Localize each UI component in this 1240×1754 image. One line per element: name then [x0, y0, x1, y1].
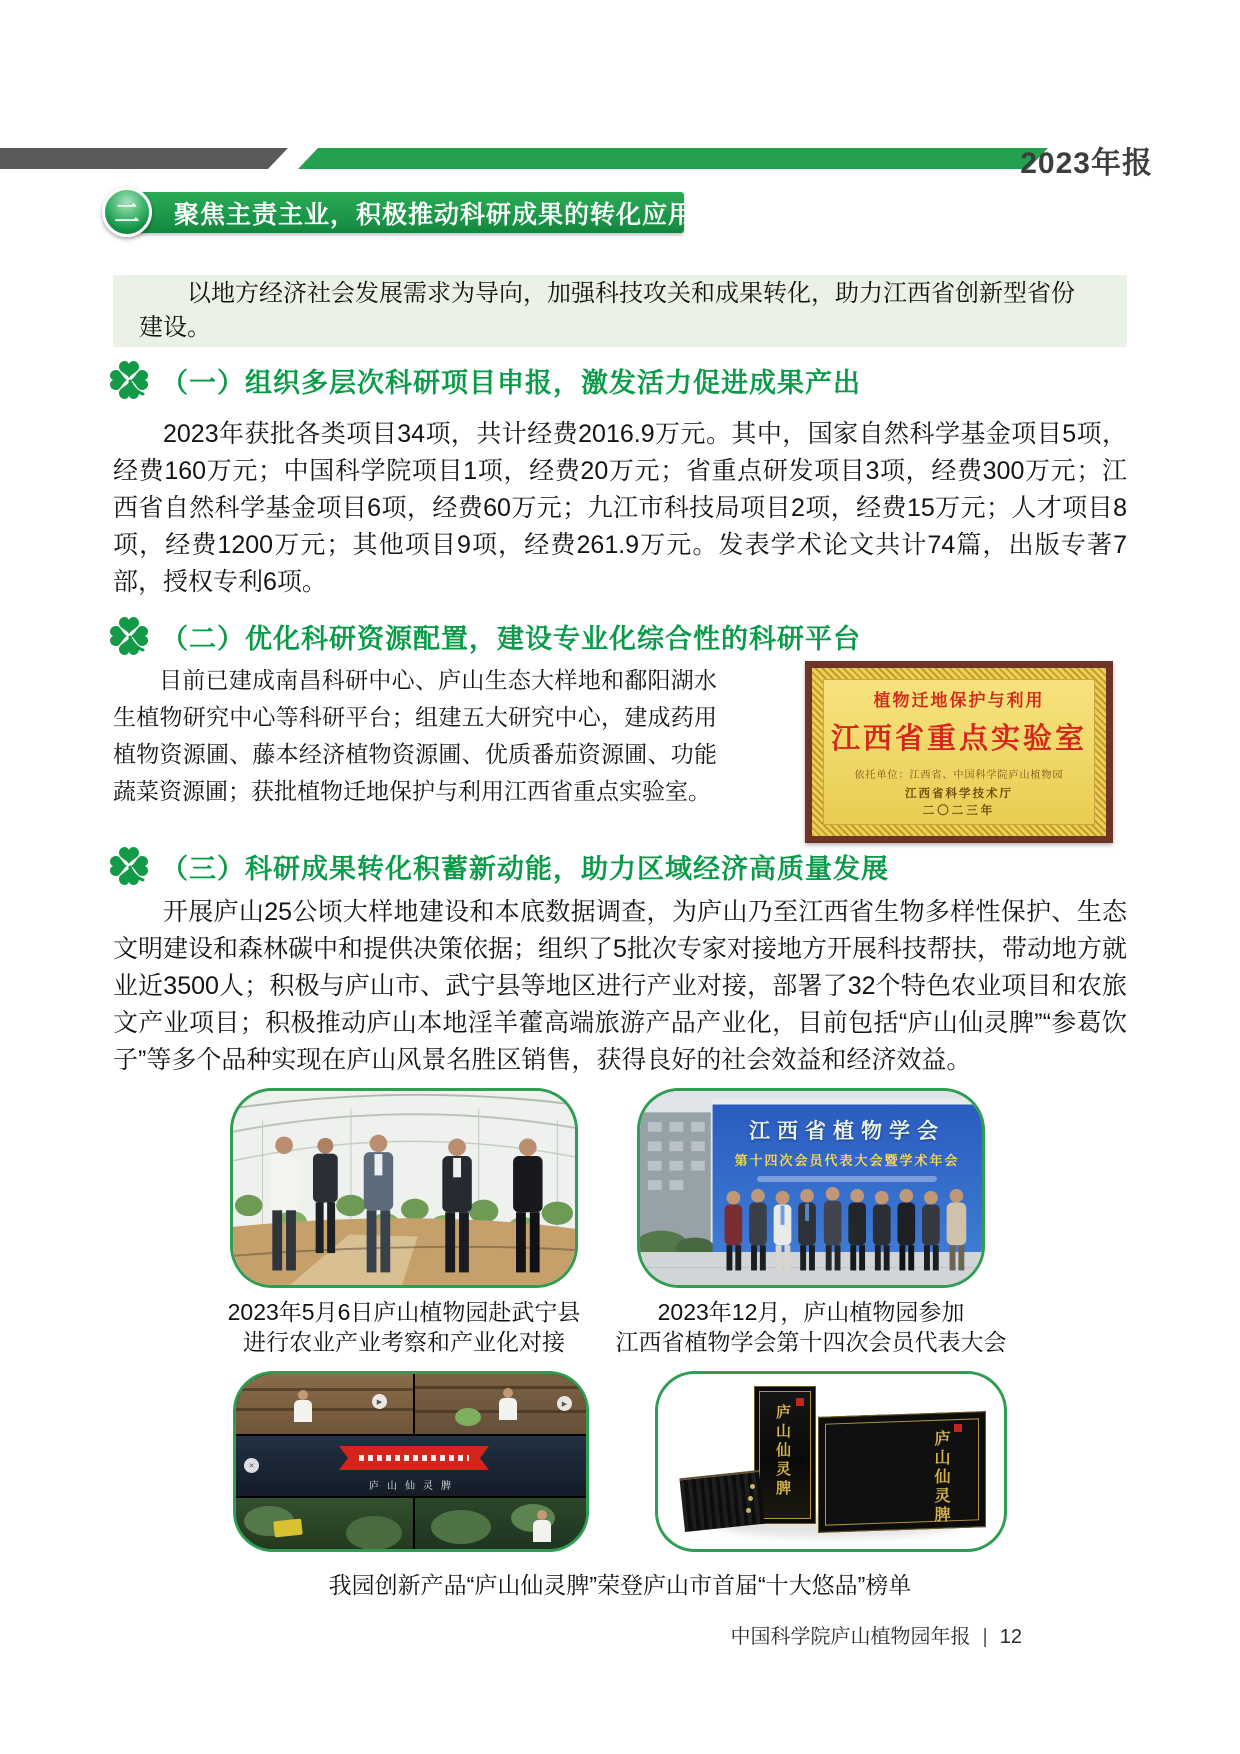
collage-frame-forest-2: [415, 1498, 589, 1552]
product-caption: 我园创新产品“庐山仙灵脾”荣登庐山市首届“十大悠品”榜单: [328, 1572, 912, 1598]
footer-separator: |: [982, 1626, 988, 1648]
section-1-title: （一）组织多层次科研项目申报，激发活力促进成果产出: [161, 367, 861, 398]
conference-caption-line2: 江西省植物学会第十四次会员代表大会: [615, 1329, 1007, 1355]
clover-icon: [108, 358, 152, 402]
greenhouse-visit-photo: [230, 1088, 578, 1288]
field-sign: [273, 1519, 303, 1538]
conference-photo: [637, 1088, 985, 1288]
product-small-box: [679, 1470, 764, 1532]
plaque-year: 二〇二三年: [922, 805, 996, 817]
section-number-badge: 二: [102, 187, 152, 237]
close-icon: ✕: [244, 1458, 259, 1473]
seal-mark: [796, 1398, 804, 1406]
conference-banner-line1: 江西省植物学会: [749, 1120, 945, 1143]
greenhouse-caption: [194, 1297, 614, 1357]
section-1-heading: [108, 358, 861, 402]
top-bar-green: [298, 148, 1048, 169]
product-photo: [655, 1371, 1007, 1552]
collage-frame-award: [236, 1436, 589, 1496]
play-icon: ▶: [372, 1394, 387, 1409]
greenhouse-caption-line2: 进行农业产业考察和产业化对接: [243, 1329, 565, 1355]
section-banner: [128, 192, 695, 233]
conference-banner-line2: 第十四次会员代表大会暨学术年会: [734, 1153, 960, 1168]
award-ribbon: [339, 1446, 489, 1470]
page-footer: [0, 1620, 1022, 1649]
page-number: 12: [999, 1626, 1022, 1648]
product-upright-box-label: 庐山仙灵脾: [774, 1404, 792, 1499]
plaque-face: [823, 679, 1095, 825]
greenhouse-caption-line1: 2023年5月6日庐山植物园赴武宁县: [227, 1299, 581, 1325]
product-gift-box-label: 庐山仙灵脾: [932, 1430, 951, 1525]
footer-text: 中国科学院庐山植物园年报: [730, 1626, 971, 1648]
collage-product-label: 庐山仙灵脾: [369, 1481, 459, 1492]
section-3-heading: [108, 844, 889, 888]
conference-caption-line1: 2023年12月，庐山植物园参加: [657, 1299, 965, 1325]
seal-mark: [954, 1424, 962, 1432]
intro-box: [113, 275, 1127, 347]
play-icon: ▶: [557, 1396, 572, 1411]
top-bar-gray: [0, 148, 288, 169]
section-3-body: 开展庐山25公顷大样地建设和本底数据调查，为庐山乃至江西省生物多样性保护、生态文明建设和森林碳中和提供决策依据；组织了5批次专家对接地方开展科技帮扶，带动地方就业近3500人；积极与庐山市、武宁县等地区进行产业对接，部署了32个特色农业项目和农旅文产业项目；积极推动庐山本地淫羊藿高端旅游产品产业化，目前包括“庐山仙灵脾”“参葛饮子”等多个品种实现在庐山风景名胜区销售，获得良好的社会效益和经济效益。: [113, 898, 1127, 1074]
conference-scene: [640, 1091, 982, 1285]
key-laboratory-plaque-photo: [805, 661, 1113, 843]
conference-caption: [601, 1297, 1021, 1357]
plaque-gold-border: [812, 668, 1106, 836]
collage-frame-studio-2: [415, 1374, 589, 1434]
section-1-body: 2023年获批各类项目34项，共计经费2016.9万元。其中，国家自然科学基金项目5项，经费160万元；中国科学院项目1项，经费20万元；省重点研发项目3项，经费300万元；江西省自然科学基金项目6项，经费60万元；九江市科技局项目2项，经费15万元；人才项目8项，经费1200万元；其他项目9项，经费261.9万元。发表学术论文共计74篇，出版专著7部，授权专利6项。: [113, 420, 1127, 596]
collage-frame-studio-1: [236, 1374, 413, 1434]
clover-icon: [108, 844, 152, 888]
year-label: 2023年报: [1020, 147, 1153, 180]
greenhouse-scene: [233, 1091, 575, 1285]
clover-icon: [108, 614, 152, 658]
intro-text: 以地方经济社会发展需求为导向，加强科技攻关和成果转化，助力江西省创新型省份建设。: [139, 280, 1075, 341]
section-2-body: 目前已建成南昌科研中心、庐山生态大样地和鄱阳湖水生植物研究中心等科研平台；组建五大研究中心，建成药用植物资源圃、藤本经济植物资源圃、优质番茄资源圃、功能蔬菜资源圃；获批植物迁地保护与利用江西省重点实验室。: [113, 667, 717, 804]
section-2-heading: [108, 614, 861, 658]
video-collage-photo: [233, 1371, 589, 1552]
plaque-org-line: 依托单位：江西省、中国科学院庐山植物园: [854, 770, 1064, 781]
plaque-subtitle: 植物迁地保护与利用: [873, 691, 1045, 710]
section-banner-title: 聚焦主责主业，积极推动科研成果的转化应用: [174, 200, 695, 229]
section-2-title: （二）优化科研资源配置，建设专业化综合性的科研平台: [161, 623, 861, 654]
collage-frame-forest-1: [236, 1498, 413, 1552]
plaque-title: 江西省重点实验室: [830, 721, 1087, 755]
plaque-issuer: 江西省科学技术厅: [905, 788, 1013, 800]
section-3-title: （三）科研成果转化积蓄新动能，助力区域经济高质量发展: [161, 853, 889, 884]
